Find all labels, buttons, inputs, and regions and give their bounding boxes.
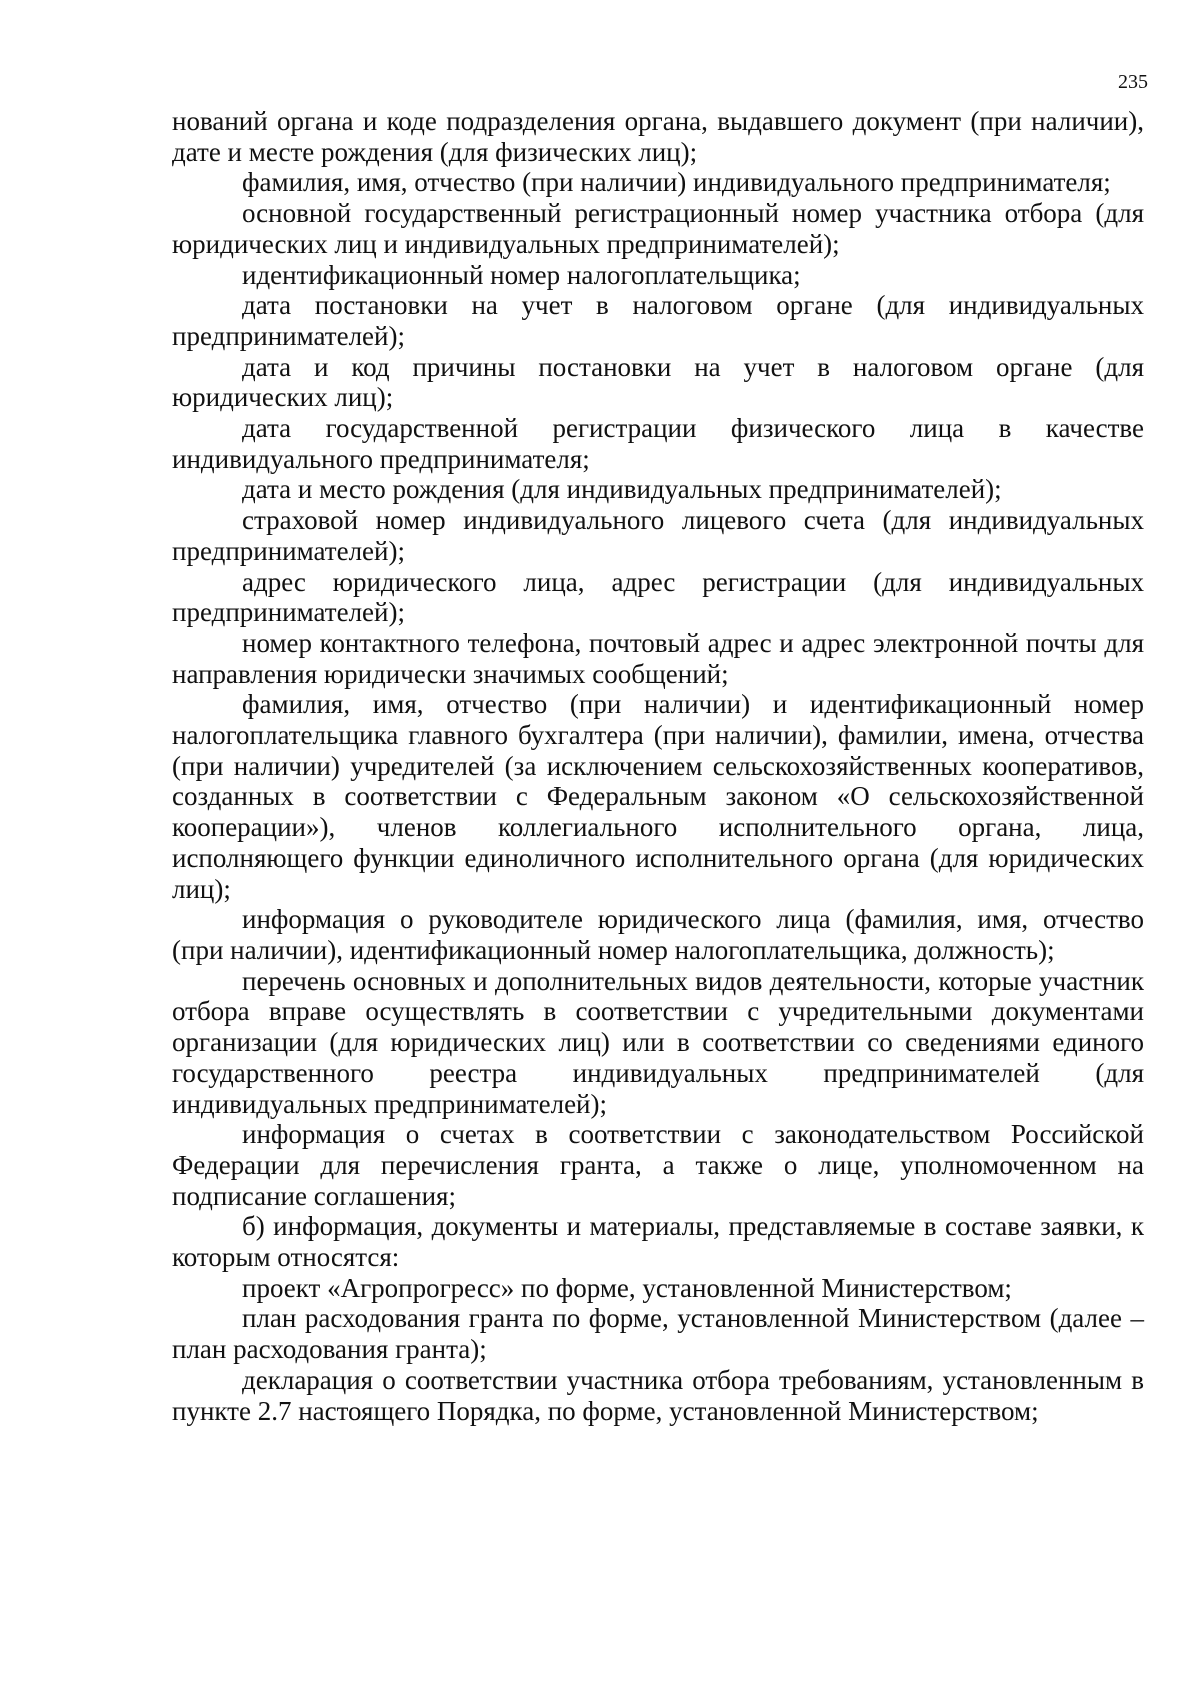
paragraph: номер контактного телефона, почтовый адрес и адрес электронной почты для направления юридически значимых сообщений; [172,627,1144,689]
paragraph: информация о счетах в соответствии с законодательством Российской Федерации для перечисления гранта, а также о лице, уполномоченном на подписание соглашения; [172,1119,1144,1211]
paragraph: план расходования гранта по форме, установленной Министерством (далее – план расходования гранта); [172,1303,1144,1365]
paragraph: основной государственный регистрационный номер участника отбора (для юридических лиц и индивидуальных предпринимателей); [172,198,1144,259]
document-body [172,106,1144,1426]
paragraph: проект «Агропрогресс» по форме, установленной Министерством; [242,1272,1012,1303]
paragraph: идентификационный номер налогоплательщика; [242,259,801,290]
paragraph: нований органа и коде подразделения органа, выдавшего документ (при наличии), дате и месте рождения (для физических лиц); [172,106,1144,167]
paragraph: перечень основных и дополнительных видов деятельности, которые участник отбора вправе осуществлять в соответствии с учредительными документами организации (для юридических лиц) или в соответствии со сведениями единого государственного реестра индивидуальных предпринимателей (для индивидуальных предпринимателей); [172,965,1144,1119]
page-number: 235 [1118,71,1148,93]
paragraph: дата государственной регистрации физического лица в качестве индивидуального предпринимателя; [172,413,1144,474]
paragraph: декларация о соответствии участника отбора требованиям, установленным в пункте 2.7 настоящего Порядка, по форме, установленной Министерством; [172,1364,1144,1426]
paragraph: фамилия, имя, отчество (при наличии) индивидуального предпринимателя; [242,167,1111,198]
paragraph: дата и код причины постановки на учет в налоговом органе (для юридических лиц); [172,351,1144,413]
paragraph: дата постановки на учет в налоговом органе (для индивидуальных предпринимателей); [172,290,1144,351]
paragraph: информация о руководителе юридического лица (фамилия, имя, отчество (при наличии), идентификационный номер налогоплательщика, должность); [172,904,1144,965]
paragraph: фамилия, имя, отчество (при наличии) и идентификационный номер налогоплательщика главного бухгалтера (при наличии), фамилии, имена, отчества (при наличии) учредителей (за исключением сельскохозяйственных кооперативов, созданных в соответствии с Федеральным законом «О сельскохозяйственной кооперации»), членов коллегиального исполнительного органа, лица, исполняющего функции единоличного исполнительного органа (для юридических лиц); [172,689,1144,904]
paragraph: дата и место рождения (для индивидуальных предпринимателей); [242,474,1002,505]
paragraph: б) информация, документы и материалы, представляемые в составе заявки, к которым относятся: [172,1211,1144,1273]
paragraph: страховой номер индивидуального лицевого счета (для индивидуальных предпринимателей); [172,505,1144,566]
paragraph: адрес юридического лица, адрес регистрации (для индивидуальных предпринимателей); [172,566,1144,628]
